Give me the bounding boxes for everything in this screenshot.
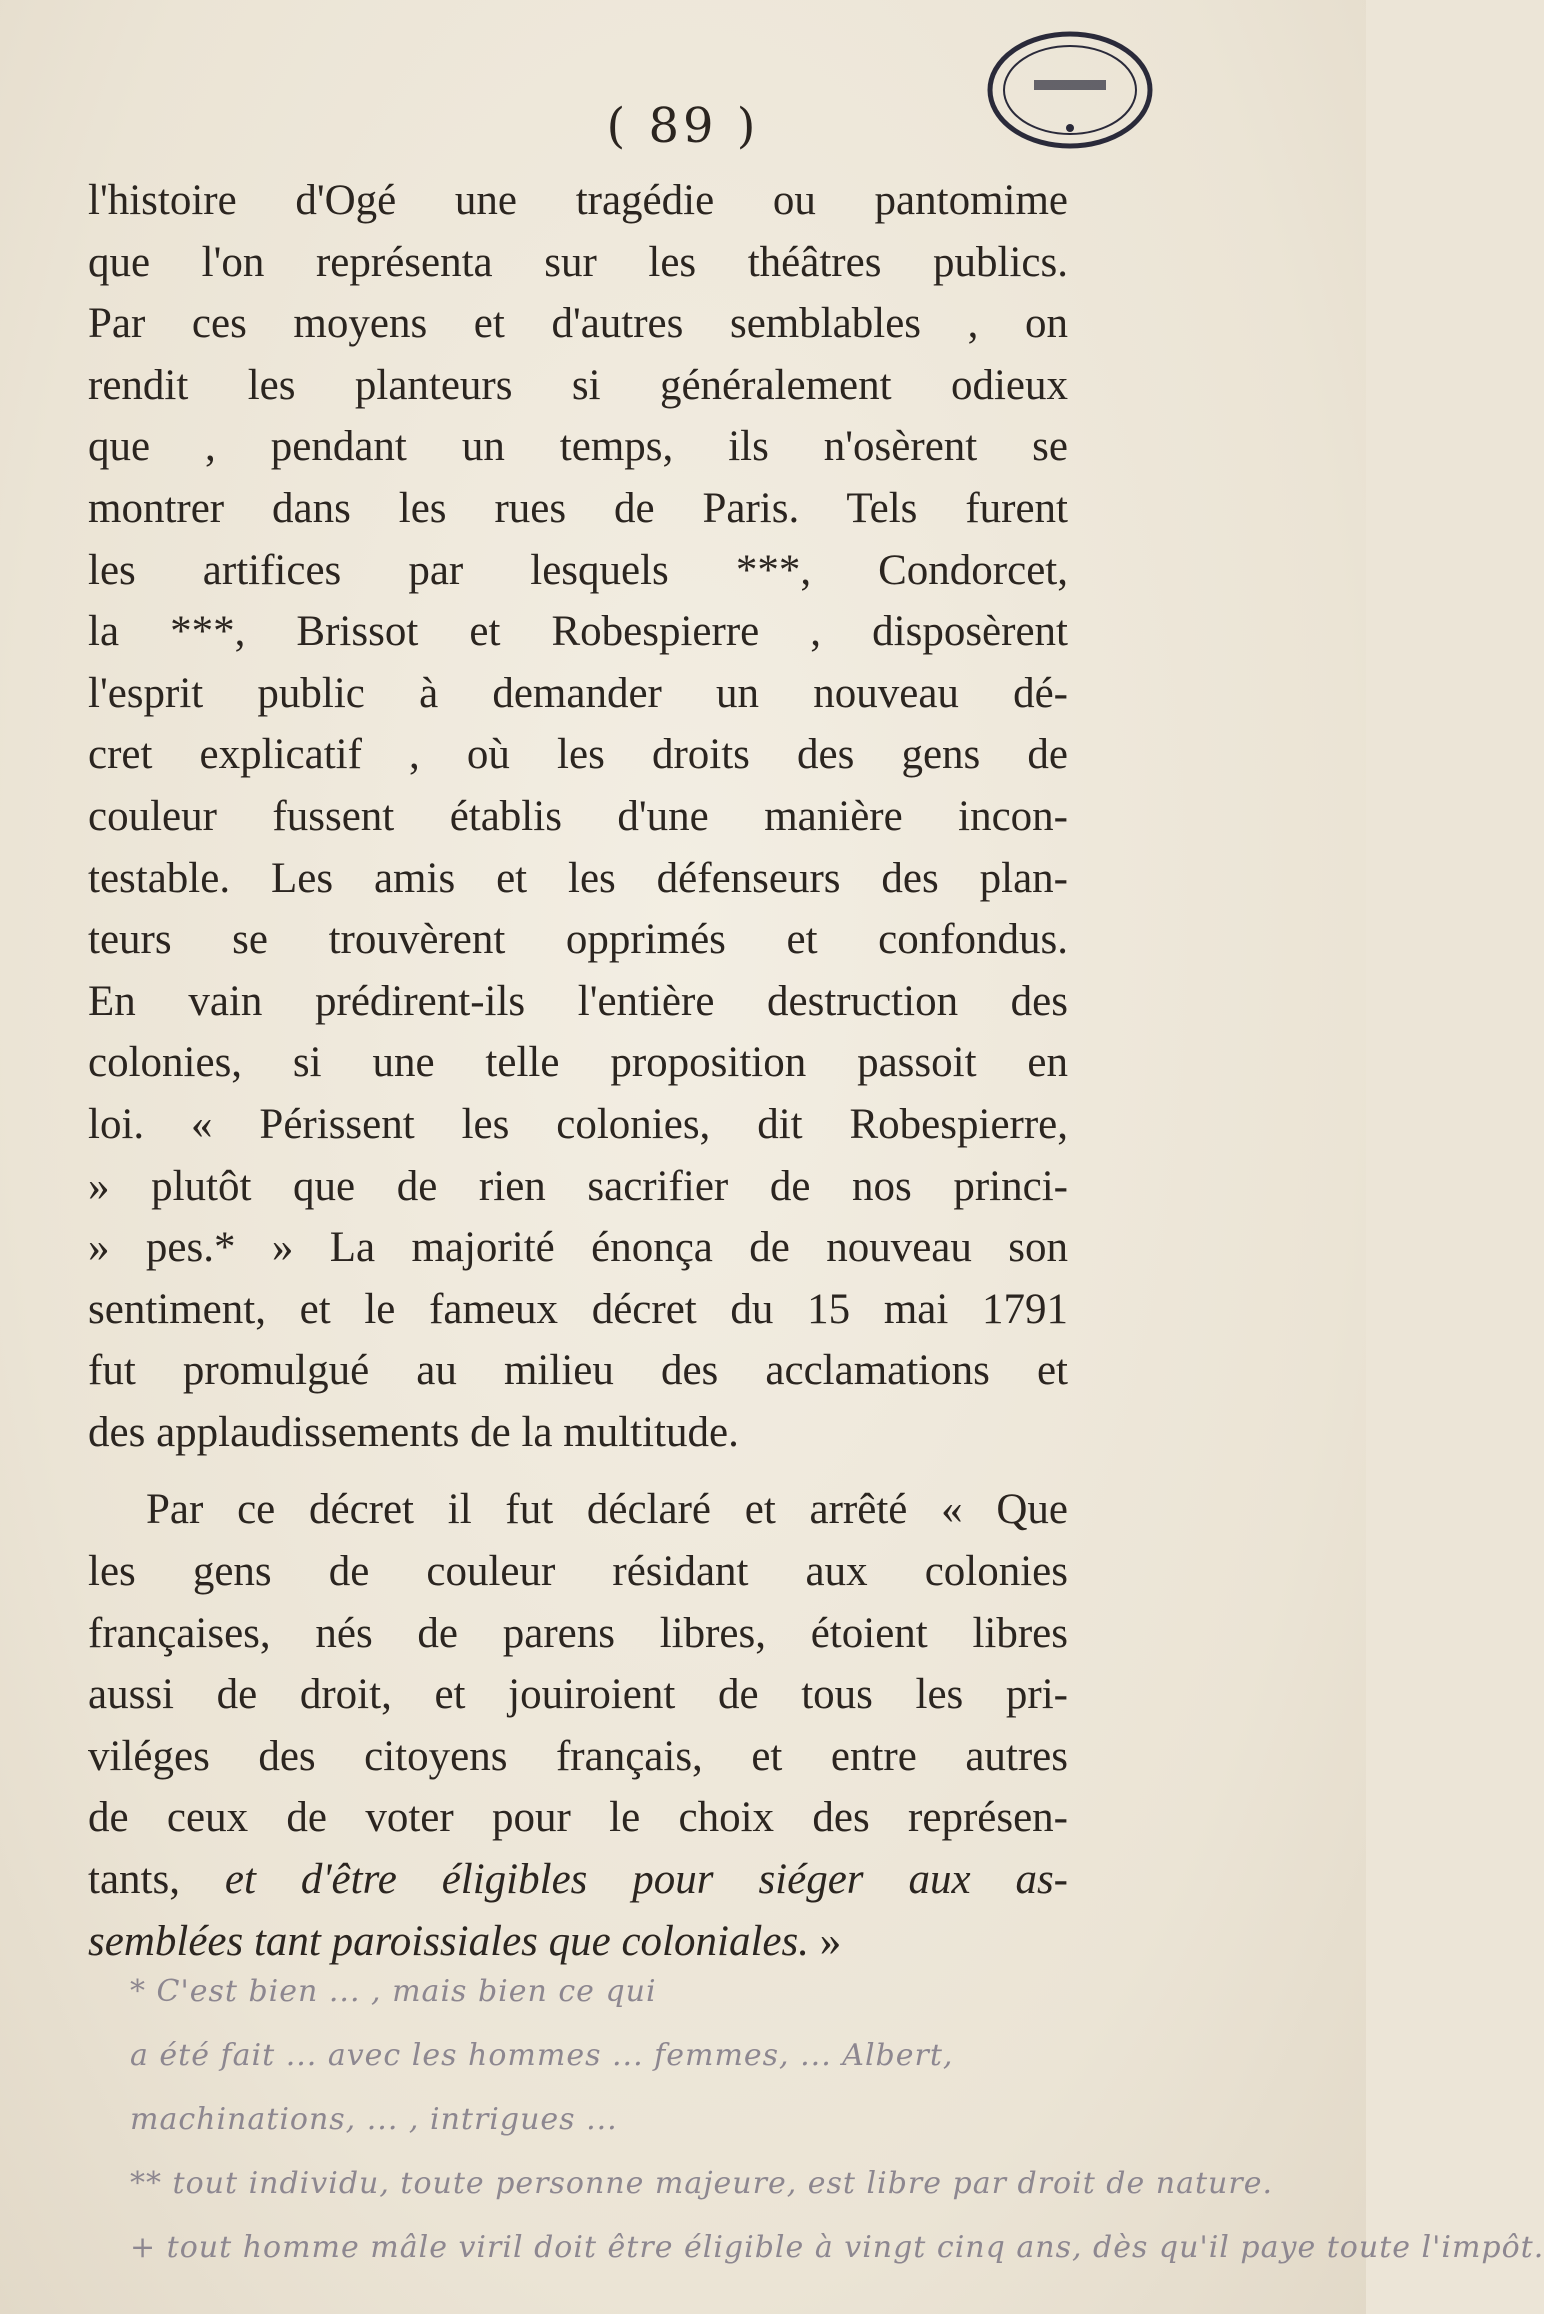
text-line: fut promulgué au milieu des acclamations et: [88, 1347, 1068, 1395]
annotation-line: a été fait ... avec les hommes ... femmes, ... Albert,: [130, 2038, 954, 2073]
paragraph-gap: [88, 1463, 1068, 1479]
text-line: les gens de couleur résidant aux colonies: [88, 1548, 1068, 1596]
annotation-line: machinations, ... , intrigues ...: [130, 2102, 618, 2137]
text-line: françaises, nés de parens libres, étoient libres: [88, 1609, 1068, 1657]
text-line: colonies, si une telle proposition passoit en: [88, 1039, 1068, 1087]
text-roman: »: [808, 1917, 842, 1965]
annotation-line: * C'est bien ... , mais bien ce qui: [130, 1974, 657, 2009]
text-line: rendit les planteurs si généralement odieux: [88, 361, 1068, 409]
text-line: de ceux de voter pour le choix des représen-: [88, 1794, 1068, 1842]
text-line: » plutôt que de rien sacrifier de nos princi-: [88, 1162, 1068, 1210]
text-line: sentiment, et le fameux décret du 15 mai 1791: [88, 1285, 1068, 1333]
text-line: que l'on représenta sur les théâtres publics.: [88, 238, 1068, 286]
text-line: aussi de droit, et jouiroient de tous les pri-: [88, 1671, 1068, 1719]
text-line: montrer dans les rues de Paris. Tels furent: [88, 484, 1068, 532]
text-line: l'histoire d'Ogé une tragédie ou pantomime: [88, 177, 1068, 224]
text-line: loi. « Périssent les colonies, dit Robespierre,: [88, 1100, 1068, 1148]
text-line-mixed: [88, 1849, 1068, 1911]
text-line: cret explicatif , où les droits des gens de: [88, 731, 1068, 779]
text-line: que , pendant un temps, ils n'osèrent se: [88, 423, 1068, 471]
text-line: les artifices par lesquels ***, Condorcet,: [88, 546, 1068, 594]
handwritten-annotations: [130, 1960, 1544, 2280]
text-roman: tants,: [88, 1856, 225, 1904]
text-line: des applaudissements de la multitude.: [88, 1408, 739, 1456]
annotation-line: ** tout individu, toute personne majeure, est libre par droit de nature.: [130, 2166, 1274, 2201]
text-line: la ***, Brissot et Robespierre , disposèrent: [88, 608, 1068, 656]
body-text: [88, 170, 1068, 1972]
text-line: testable. Les amis et les défenseurs des plan-: [88, 854, 1068, 902]
text-line: l'esprit public à demander un nouveau dé-: [88, 669, 1068, 717]
page-number: ( 89 ): [606, 98, 760, 154]
text-line: viléges des citoyens français, et entre autres: [88, 1732, 1068, 1780]
text-line: En vain prédirent-ils l'entière destruction des: [88, 977, 1068, 1025]
text-line: » pes.* » La majorité énonça de nouveau son: [88, 1224, 1068, 1272]
text-line: teurs se trouvèrent opprimés et confondus.: [88, 916, 1068, 964]
text-line: Par ce décret il fut déclaré et arrêté « Que: [146, 1486, 1068, 1534]
text-line: couleur fussent établis d'une manière incon-: [88, 792, 1068, 840]
text-italic: semblées tant paroissiales que coloniales.: [88, 1917, 809, 1965]
text-line: Par ces moyens et d'autres semblables , on: [88, 300, 1068, 348]
annotation-line: + tout homme mâle viril doit être éligible à vingt cinq ans, dès qu'il paye toute l'impôt.: [130, 2230, 1544, 2265]
text-italic: et d'être éligibles pour siéger aux as-: [224, 1856, 1069, 1904]
